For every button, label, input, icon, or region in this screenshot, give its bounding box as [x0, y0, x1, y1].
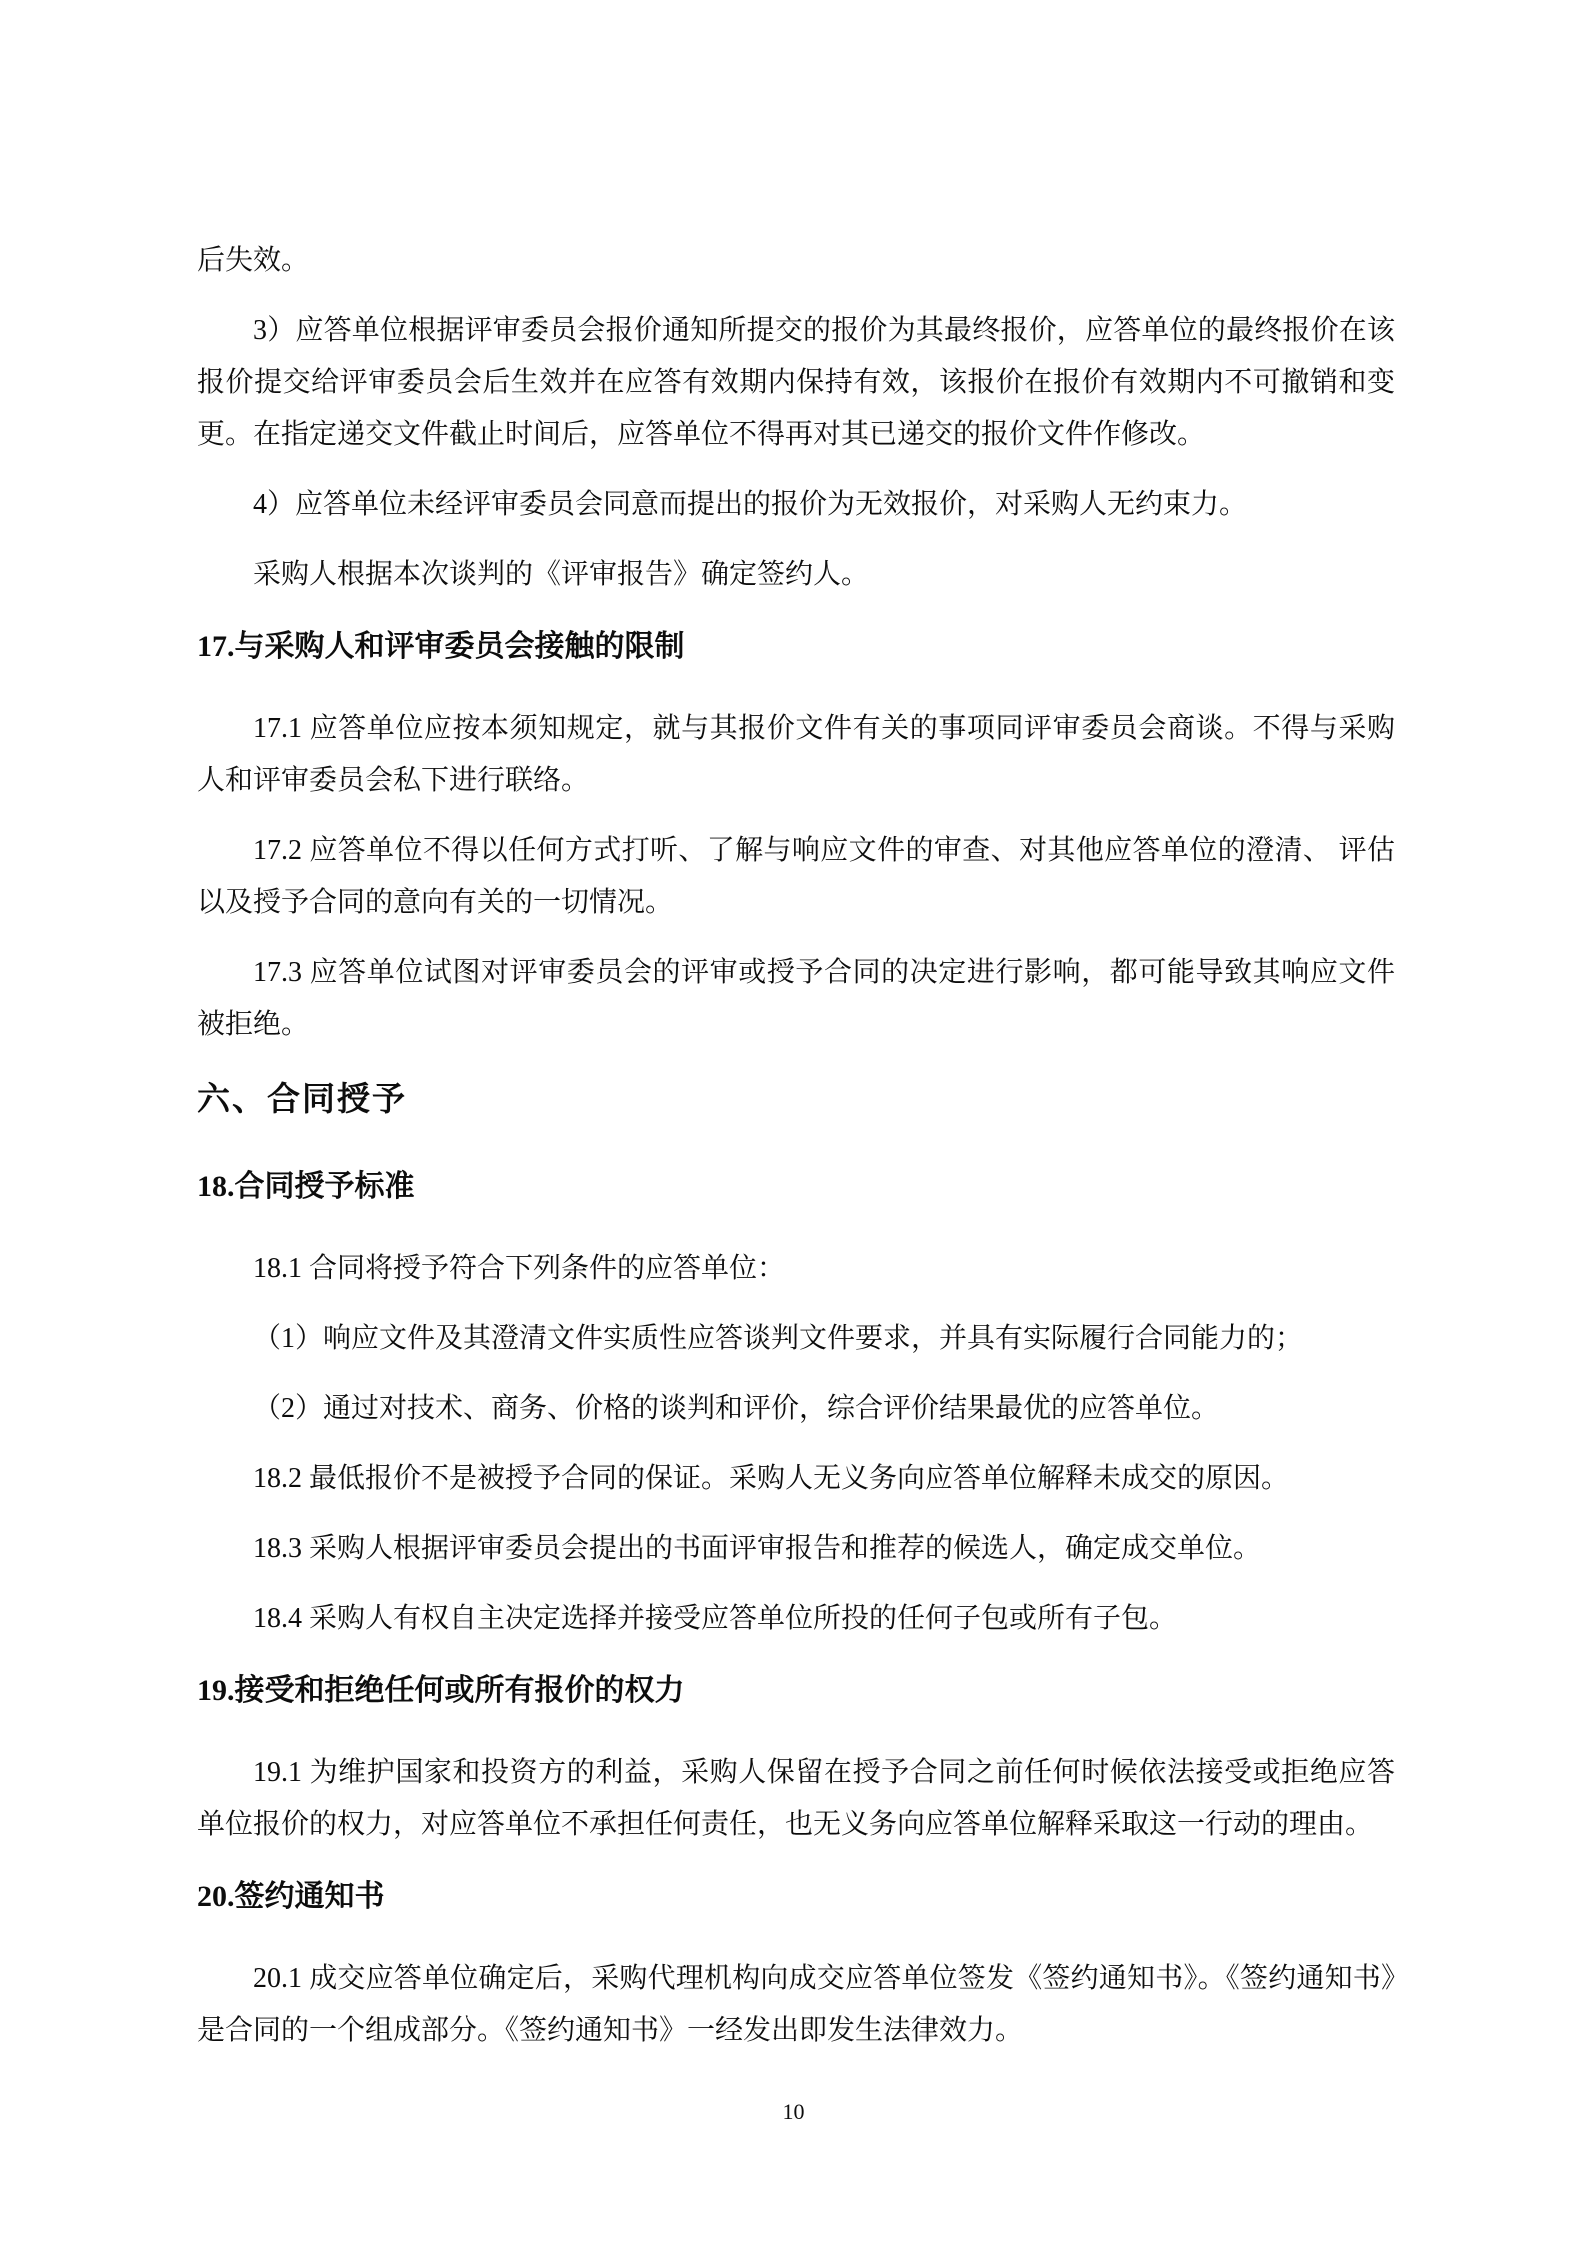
- paragraph: 18.4 采购人有权自主决定选择并接受应答单位所投的任何子包或所有子包。: [253, 1603, 1178, 1634]
- section-heading: 18.合同授予标准: [197, 1170, 415, 1203]
- paragraph: 18.3 采购人根据评审委员会提出的书面评审报告和推荐的候选人，确定成交单位。: [253, 1533, 1262, 1564]
- section-heading: 20.签约通知书: [197, 1880, 385, 1913]
- paragraph: （2）通过对技术、商务、价格的谈判和评价，综合评价结果最优的应答单位。: [253, 1393, 1220, 1424]
- paragraph: 17.3 应答单位试图对评审委员会的评审或授予合同的决定进行影响，都可能导致其响应文件被拒绝。: [197, 957, 1395, 1040]
- paragraph: 18.1 合同将授予符合下列条件的应答单位：: [253, 1253, 786, 1284]
- section-heading: 19.接受和拒绝任何或所有报价的权力: [197, 1674, 685, 1707]
- section-heading: 17.与采购人和评审委员会接触的限制: [197, 630, 685, 663]
- section-heading: 六、合同授予: [197, 1082, 407, 1118]
- paragraph: 3）应答单位根据评审委员会报价通知所提交的报价为其最终报价，应答单位的最终报价在该报价提交给评审委员会后生效并在应答有效期内保持有效，该报价在报价有效期内不可撤销和变更。在指定递交文件截止时间后，应答单位不得再对其已递交的报价文件作修改。: [197, 315, 1395, 450]
- paragraph: 4）应答单位未经评审委员会同意而提出的报价为无效报价，对采购人无约束力。: [253, 489, 1248, 520]
- paragraph: 17.1 应答单位应按本须知规定，就与其报价文件有关的事项同评审委员会商谈。不得与采购人和评审委员会私下进行联络。: [197, 713, 1395, 796]
- paragraph: 17.2 应答单位不得以任何方式打听、了解与响应文件的审查、对其他应答单位的澄清、 评估以及授予合同的意向有关的一切情况。: [197, 835, 1395, 918]
- paragraph: 20.1 成交应答单位确定后，采购代理机构向成交应答单位签发《签约通知书》。《签约通知书》是合同的一个组成部分。《签约通知书》一经发出即发生法律效力。: [197, 1963, 1395, 2046]
- paragraph: 19.1 为维护国家和投资方的利益，采购人保留在授予合同之前任何时候依法接受或拒绝应答单位报价的权力，对应答单位不承担任何责任，也无义务向应答单位解释采取这一行动的理由。: [197, 1757, 1395, 1840]
- paragraph: 18.2 最低报价不是被授予合同的保证。采购人无义务向应答单位解释未成交的原因。: [253, 1463, 1290, 1494]
- paragraph: 采购人根据本次谈判的《评审报告》确定签约人。: [253, 559, 870, 590]
- paragraph: 后失效。: [197, 245, 310, 276]
- document-body: [197, 235, 1395, 2075]
- paragraph: （1）响应文件及其澄清文件实质性应答谈判文件要求，并具有实际履行合同能力的；: [253, 1323, 1304, 1354]
- page-number: 10: [782, 2099, 805, 2124]
